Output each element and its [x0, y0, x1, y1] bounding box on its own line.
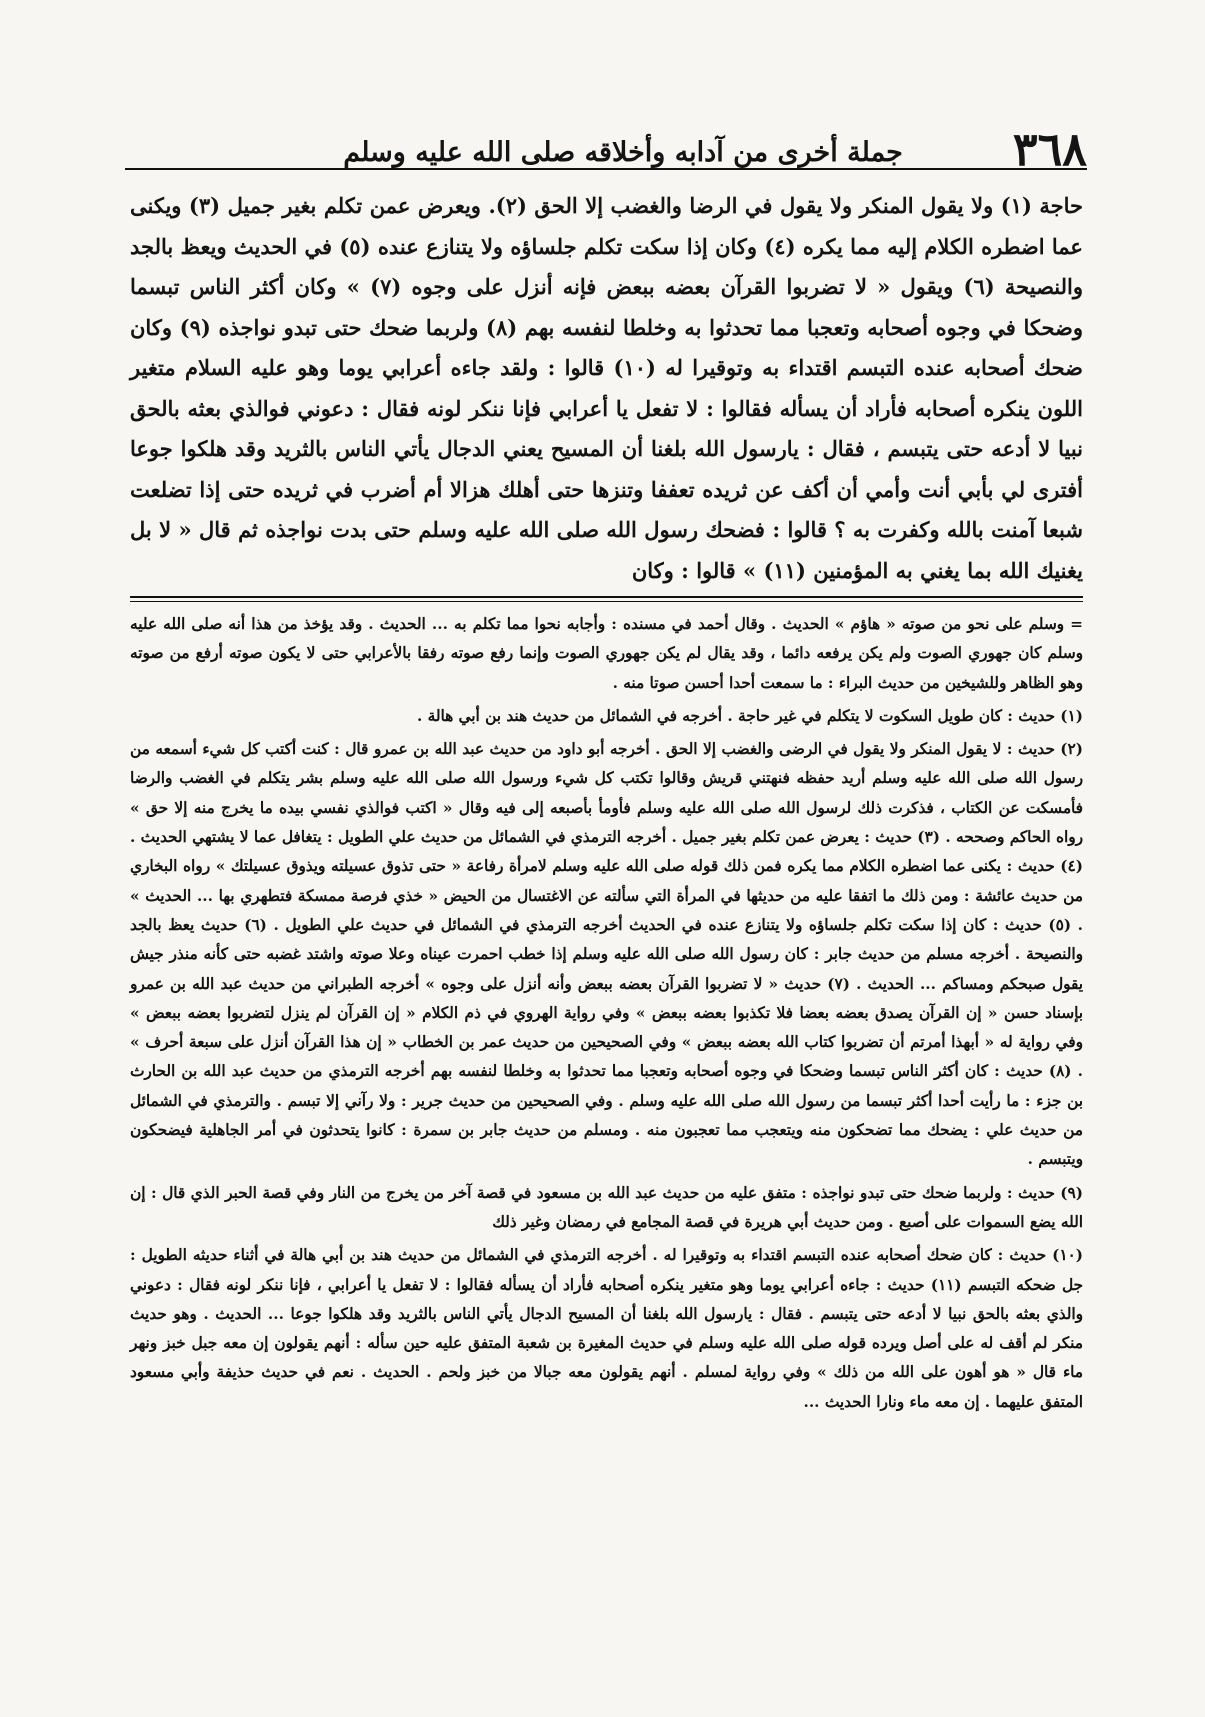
footnote-divider-thin: [130, 601, 1083, 602]
footnote-2-to-8: (٢) حديث : لا يقول المنكر ولا يقول في الرضى والغضب إلا الحق . أخرجه أبو داود من حديث عبد الله بن عمرو قال : كنت أكتب كل شيء أسمعه من رسول الله صلى الله عليه وسلم أريد حفظه فنهتني قريش وقالوا تكتب كل شيء ورسول الله صلى الله عليه وسلم بشر يتكلم في الغضب والرضا فأمسكت عن الكتاب ، فذكرت ذلك لرسول الله صلى الله عليه وسلم فأومأ بأصبعه إلى فيه وقال « اكتب فوالذي نفسي بيده ما يخرج منه إلا حق » رواه الحاكم وصححه . (٣) حديث : يعرض عمن تكلم بغير جميل . أخرجه الترمذي في الشمائل من حديث علي الطويل : يتغافل عما لا يشتهي الحديث . (٤) حديث : يكنى عما اضطره الكلام مما يكره فمن ذلك قوله صلى الله عليه وسلم لامرأة رفاعة « حتى تذوق عسيلته ويذوق عسيلتك » رواه البخاري من حديث عائشة : ومن ذلك ما اتفقا عليه من حديثها في المرأة التي سألته عن الاغتسال من الحيض « خذي فرصة ممسكة فتطهري بها ... الحديث » . (٥) حديث : كان إذا سكت تكلم جلساؤه ولا يتنازع عنده في الحديث أخرجه الترمذي في الشمائل في حديث علي الطويل . (٦) حديث يعظ بالجد والنصيحة . أخرجه مسلم من حديث جابر : كان رسول الله صلى الله عليه وسلم إذا خطب احمرت عيناه وعلا صوته واشتد غضبه حتى كأنه منذر جيش يقول صبحكم ومساكم ... الحديث . (٧) حديث « لا تضربوا القرآن بعضه ببعض وأنه أنزل على وجوه » أخرجه الطبراني من حديث عبد الله بن عمرو بإسناد حسن « إن القرآن يصدق بعضه بعضا فلا تكذبوا بعضه ببعض » وفي رواية الهروي في ذم الكلام « إن القرآن لم ينزل لتضربوا بعضه ببعض » وفي رواية له « أبهذا أمرتم أن تضربوا كتاب الله بعضه ببعض » وفي الصحيحين من حديث عمر بن الخطاب « إن هذا القرآن أنزل على سبعة أحرف » . (٨) حديث : كان أكثر الناس تبسما وضحكا في وجوه أصحابه وتعجبا مما تحدثوا به وخلطا لنفسه بهم أخرجه الترمذي من حديث عبد الله بن الحارث بن جزء : ما رأيت أحدا أكثر تبسما من رسول الله صلى الله عليه وسلم . وفي الصحيحين من حديث جرير : ولا رآني إلا تبسم . والترمذي في الشمائل من حديث علي : يضحك مما تضحكون منه ويتعجب مما تعجبون منه . ومسلم من حديث جابر بن سمرة : كانوا يتحدثون في أمر الجاهلية فيضحكون ويتبسم .: [130, 740, 1083, 1169]
main-paragraph: حاجة (١) ولا يقول المنكر ولا يقول في الرضا والغضب إلا الحق (٢). ويعرض عمن تكلم بغير جميل (٣) ويكنى عما اضطره الكلام إليه مما يكره (٤) وكان إذا سكت تكلم جلساؤه ولا يتنازع عنده (٥) في الحديث ويعظ بالجد والنصيحة (٦) ويقول « لا تضربوا القرآن بعضه ببعض فإنه أنزل على وجوه (٧) » وكان أكثر الناس تبسما وضحكا في وجوه أصحابه وتعجبا مما تحدثوا به وخلطا لنفسه بهم (٨) ولربما ضحك حتى تبدو نواجذه (٩) وكان ضحك أصحابه عنده التبسم اقتداء به وتوقيرا له (١٠) قالوا : ولقد جاءه أعرابي يوما وهو عليه السلام متغير اللون ينكره أصحابه فأراد أن يسأله فقالوا : لا تفعل يا أعرابي فإنا ننكر لونه فقال : دعوني فوالذي بعثه بالحق نبيا لا أدعه حتى يتبسم ، فقال : يارسول الله بلغنا أن المسيح يعني الدجال يأتي الناس بالثريد وقد هلكوا جوعا أفترى لي بأبي أنت وأمي أن أكف عن ثريده تعففا وتنزها حتى أهلك هزالا أم أضرب في ثريده حتى إذا تضلعت شبعا آمنت بالله وكفرت به ؟ قالوا : فضحك رسول الله صلى الله عليه وسلم حتى بدت نواجذه ثم قال « لا بل يغنيك الله بما يغني به المؤمنين (١١) » قالوا : وكان: [130, 193, 1084, 583]
page-number: ٣٦٨: [1012, 122, 1087, 176]
running-title: جملة أخرى من آدابه وأخلاقه صلى الله عليه وسلم: [343, 137, 903, 168]
footnote-continuation: = وسلم على نحو من صوته « هاؤم » الحديث . وقال أحمد في مسنده : وأجابه نحوا مما تكلم به ... الحديث . وقد يؤخذ من هذا أنه صلى الله عليه وسلم كان جهوري الصوت ولم يكن يرفعه دائما ، وقد يقال لم يكن جهوري الصوت وإنما رفع صوته رفقا بالأعرابي حتى لا يكون صوته أرفع من صوته وهو الظاهر وللشيخين من حديث البراء : ما سمعت أحدا أحسن صوتا منه .: [130, 615, 1083, 692]
main-text: [130, 186, 1083, 591]
footnote-divider: [130, 596, 1083, 598]
footnotes: [130, 610, 1083, 1417]
footnote-10-11: (١٠) حديث : كان ضحك أصحابه عنده التبسم اقتداء به وتوقيرا له . أخرجه الترمذي في الشمائل من حديث هند بن أبي هالة في أثناء حديثه الطويل : جل ضحكه التبسم (١١) حديث : جاءه أعرابي يوما وهو متغير ينكره أصحابه فأراد أن يسأله فقالوا : لا تفعل يا أعرابي ، فإنا ننكر لونه فقال : دعوني والذي بعثه بالحق نبيا لا أدعه حتى يتبسم . فقال : يارسول الله بلغنا أن المسيح الدجال يأتي الناس بالثريد وقد هلكوا جوعا ... الحديث . وهو حديث منكر لم أقف له على أصل ويرده قوله صلى الله عليه وسلم في حديث المغيرة بن شعبة المتفق عليه حين سأله : أنهم يقولون إن معه جبل خبز ونهر ماء قال « هو أهون على الله من ذلك » وفي رواية لمسلم . أنهم يقولون معه جبالا من خبز ولحم . الحديث . نعم في حديث حذيفة وأبي مسعود المتفق عليهما . إن معه ماء ونارا الحديث ...: [130, 1246, 1083, 1411]
footnote-9: (٩) حديث : ولربما ضحك حتى تبدو نواجذه : متفق عليه من حديث عبد الله بن مسعود في قصة آخر من يخرج من النار وفي قصة الحبر الذي قال : إن الله يضع السموات على أصبع . ومن حديث أبي هريرة في قصة المجامع في رمضان وغير ذلك: [130, 1183, 1083, 1231]
footnote-1: (١) حديث : كان طويل السكوت لا يتكلم في غير حاجة . أخرجه في الشمائل من حديث هند بن أبي هالة .: [416, 706, 1083, 725]
page-header: [125, 100, 1087, 176]
header-rule: [125, 168, 1087, 170]
